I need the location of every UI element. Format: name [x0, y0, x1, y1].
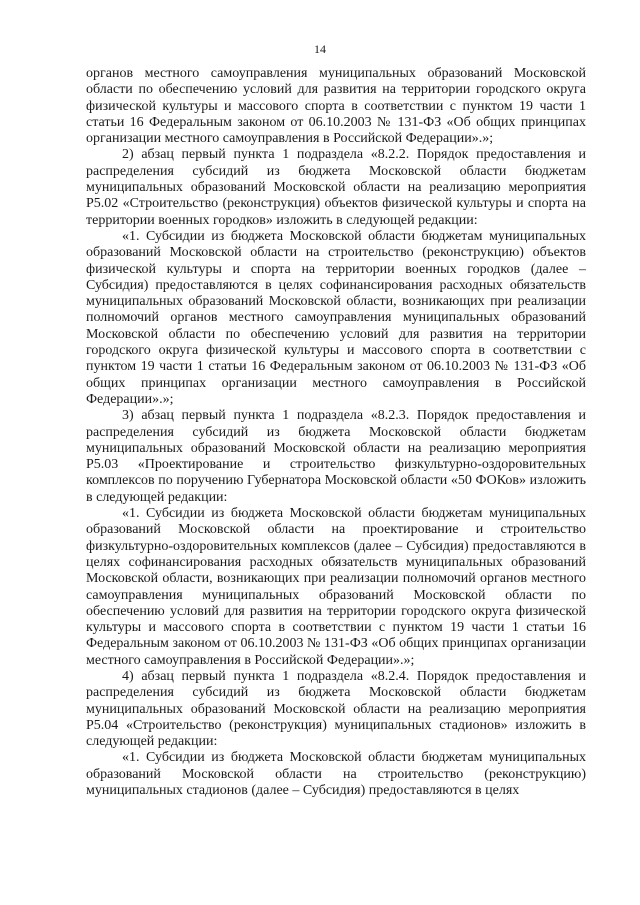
paragraph-amendment-3: 3) абзац первый пункта 1 подраздела «8.2.3. Порядок предоставления и распределения субсидий из бюджета Московской области бюджетам муниципальных образований Московской области на реализацию мероприятия Р5.03 «Проектирование и строительство физкультурно-оздоровительных комплексов по поручению Губернатора Московской области «50 ФОКов» изложить в следующей редакции:: [86, 408, 586, 505]
paragraph-amendment-2: 2) абзац первый пункта 1 подраздела «8.2.2. Порядок предоставления и распределения субсидий из бюджета Московской области бюджетам муниципальных образований Московской области на реализацию мероприятия Р5.02 «Строительство (реконструкция) объектов физической культуры и спорта на территории военных городков» изложить в следующей редакции:: [86, 147, 586, 228]
paragraph-amendment-4: 4) абзац первый пункта 1 подраздела «8.2.4. Порядок предоставления и распределения субсидий из бюджета Московской области бюджетам муниципальных образований Московской области на реализацию мероприятия Р5.04 «Строительство (реконструкция) муниципальных стадионов» изложить в следующей редакции:: [86, 668, 586, 750]
paragraph-subsidy-text-4: «1. Субсидии из бюджета Московской области бюджетам муниципальных образований Московской области на строительство (реконструкцию) муниципальных стадионов (далее – Субсидия) предоставляются в целях: [86, 750, 586, 799]
paragraph-subsidy-text-3: «1. Субсидии из бюджета Московской области бюджетам муниципальных образований Московской области на проектирование и строительство физкультурно-оздоровительных комплексов (далее – Субсидия) предоставляются в целях софинансирования расходных обязательств муниципальных образований Московской области, возникающих при реализации полномочий органов местного самоуправления муниципальных образований Московской области по обеспечению условий для развития на территории городского округа физической культуры и массового спорта в соответствии с пунктом 19 части 1 статьи 16 Федеральным законом от 06.10.2003 № 131-ФЗ «Об общих принципах организации местного самоуправления в Российской Федерации».»;: [86, 506, 586, 668]
document-body: [86, 66, 586, 799]
paragraph-subsidy-text-2: «1. Субсидии из бюджета Московской области бюджетам муниципальных образований Московской области на строительство (реконструкцию) объектов физической культуры и спорта на территории военных городков (далее – Субсидия) предоставляются в целях софинансирования расходных обязательств муниципальных образований Московской области, возникающих при реализации полномочий органов местного самоуправления муниципальных образований Московской области по обеспечению условий для развития на территории городского округа физической культуры и массового спорта в соответствии с пунктом 19 части 1 статьи 16 Федеральным законом от 06.10.2003 № 131-ФЗ «Об общих принципах организации местного самоуправления в Российской Федерации».»;: [86, 228, 586, 407]
paragraph-continuation: органов местного самоуправления муниципальных образований Московской области по обеспечению условий для развития на территории городского округа физической культуры и массового спорта в соответствии с пунктом 19 части 1 статьи 16 Федеральным законом от 06.10.2003 № 131-ФЗ «Об общих принципах организации местного самоуправления в Российской Федерации».»;: [86, 66, 586, 147]
page-number: 14: [314, 42, 326, 56]
